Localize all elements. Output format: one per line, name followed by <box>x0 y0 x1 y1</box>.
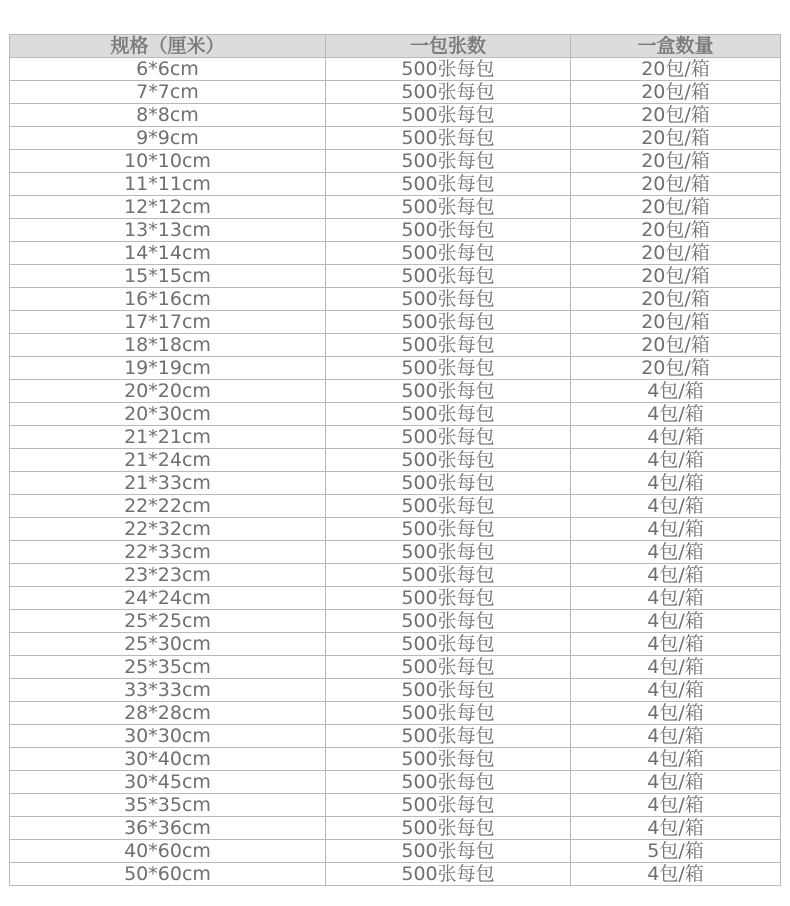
cell-packs-per-box: 20包/箱 <box>571 357 781 380</box>
cell-packs-per-box: 4包/箱 <box>571 380 781 403</box>
cell-sheets-per-pack: 500张每包 <box>326 104 571 127</box>
cell-sheets-per-pack: 500张每包 <box>326 81 571 104</box>
cell-sheets-per-pack: 500张每包 <box>326 748 571 771</box>
cell-packs-per-box: 4包/箱 <box>571 794 781 817</box>
spec-table <box>9 34 781 886</box>
cell-sheets-per-pack: 500张每包 <box>326 127 571 150</box>
cell-packs-per-box: 4包/箱 <box>571 702 781 725</box>
cell-packs-per-box: 20包/箱 <box>571 104 781 127</box>
table-row <box>10 817 781 840</box>
cell-size: 6*6cm <box>10 58 326 81</box>
cell-size: 15*15cm <box>10 265 326 288</box>
table-row <box>10 311 781 334</box>
cell-sheets-per-pack: 500张每包 <box>326 311 571 334</box>
cell-size: 36*36cm <box>10 817 326 840</box>
table-row <box>10 81 781 104</box>
cell-size: 11*11cm <box>10 173 326 196</box>
table-row <box>10 449 781 472</box>
cell-sheets-per-pack: 500张每包 <box>326 426 571 449</box>
table-row <box>10 472 781 495</box>
cell-sheets-per-pack: 500张每包 <box>326 495 571 518</box>
cell-sheets-per-pack: 500张每包 <box>326 817 571 840</box>
cell-packs-per-box: 20包/箱 <box>571 127 781 150</box>
table-row <box>10 265 781 288</box>
header-row <box>10 35 781 58</box>
table-row <box>10 725 781 748</box>
cell-packs-per-box: 20包/箱 <box>571 58 781 81</box>
cell-size: 40*60cm <box>10 840 326 863</box>
cell-sheets-per-pack: 500张每包 <box>326 633 571 656</box>
cell-packs-per-box: 4包/箱 <box>571 587 781 610</box>
cell-packs-per-box: 20包/箱 <box>571 196 781 219</box>
cell-size: 50*60cm <box>10 863 326 886</box>
table-row <box>10 840 781 863</box>
cell-sheets-per-pack: 500张每包 <box>326 265 571 288</box>
table-row <box>10 403 781 426</box>
cell-packs-per-box: 4包/箱 <box>571 633 781 656</box>
table-header <box>10 35 781 58</box>
cell-sheets-per-pack: 500张每包 <box>326 610 571 633</box>
table-row <box>10 426 781 449</box>
header-packs-per-box: 一盒数量 <box>571 35 781 58</box>
cell-sheets-per-pack: 500张每包 <box>326 587 571 610</box>
cell-size: 33*33cm <box>10 679 326 702</box>
table-row <box>10 863 781 886</box>
cell-size: 21*33cm <box>10 472 326 495</box>
table-row <box>10 541 781 564</box>
cell-sheets-per-pack: 500张每包 <box>326 173 571 196</box>
table-row <box>10 219 781 242</box>
cell-size: 30*45cm <box>10 771 326 794</box>
cell-sheets-per-pack: 500张每包 <box>326 679 571 702</box>
cell-packs-per-box: 4包/箱 <box>571 449 781 472</box>
cell-size: 24*24cm <box>10 587 326 610</box>
cell-size: 25*25cm <box>10 610 326 633</box>
cell-packs-per-box: 20包/箱 <box>571 150 781 173</box>
cell-sheets-per-pack: 500张每包 <box>326 863 571 886</box>
cell-packs-per-box: 20包/箱 <box>571 81 781 104</box>
cell-size: 8*8cm <box>10 104 326 127</box>
cell-sheets-per-pack: 500张每包 <box>326 242 571 265</box>
cell-packs-per-box: 4包/箱 <box>571 541 781 564</box>
cell-packs-per-box: 4包/箱 <box>571 748 781 771</box>
table-row <box>10 495 781 518</box>
table-row <box>10 150 781 173</box>
table-row <box>10 242 781 265</box>
cell-sheets-per-pack: 500张每包 <box>326 518 571 541</box>
cell-size: 12*12cm <box>10 196 326 219</box>
cell-size: 17*17cm <box>10 311 326 334</box>
cell-sheets-per-pack: 500张每包 <box>326 58 571 81</box>
cell-packs-per-box: 5包/箱 <box>571 840 781 863</box>
cell-size: 19*19cm <box>10 357 326 380</box>
cell-sheets-per-pack: 500张每包 <box>326 840 571 863</box>
cell-size: 14*14cm <box>10 242 326 265</box>
cell-size: 30*30cm <box>10 725 326 748</box>
cell-packs-per-box: 20包/箱 <box>571 219 781 242</box>
cell-size: 9*9cm <box>10 127 326 150</box>
table-row <box>10 794 781 817</box>
cell-size: 16*16cm <box>10 288 326 311</box>
table-row <box>10 656 781 679</box>
cell-packs-per-box: 20包/箱 <box>571 311 781 334</box>
cell-sheets-per-pack: 500张每包 <box>326 150 571 173</box>
cell-sheets-per-pack: 500张每包 <box>326 196 571 219</box>
cell-size: 18*18cm <box>10 334 326 357</box>
cell-packs-per-box: 4包/箱 <box>571 725 781 748</box>
cell-size: 20*30cm <box>10 403 326 426</box>
table-row <box>10 564 781 587</box>
cell-sheets-per-pack: 500张每包 <box>326 380 571 403</box>
cell-size: 30*40cm <box>10 748 326 771</box>
cell-packs-per-box: 4包/箱 <box>571 426 781 449</box>
cell-packs-per-box: 4包/箱 <box>571 610 781 633</box>
cell-sheets-per-pack: 500张每包 <box>326 403 571 426</box>
cell-size: 22*22cm <box>10 495 326 518</box>
cell-sheets-per-pack: 500张每包 <box>326 564 571 587</box>
cell-packs-per-box: 4包/箱 <box>571 564 781 587</box>
table-row <box>10 702 781 725</box>
table-row <box>10 518 781 541</box>
cell-sheets-per-pack: 500张每包 <box>326 219 571 242</box>
cell-packs-per-box: 20包/箱 <box>571 334 781 357</box>
cell-packs-per-box: 4包/箱 <box>571 679 781 702</box>
table-row <box>10 357 781 380</box>
cell-sheets-per-pack: 500张每包 <box>326 449 571 472</box>
table-row <box>10 679 781 702</box>
cell-packs-per-box: 20包/箱 <box>571 173 781 196</box>
table-row <box>10 127 781 150</box>
cell-packs-per-box: 4包/箱 <box>571 518 781 541</box>
cell-size: 23*23cm <box>10 564 326 587</box>
cell-size: 28*28cm <box>10 702 326 725</box>
cell-sheets-per-pack: 500张每包 <box>326 472 571 495</box>
cell-packs-per-box: 4包/箱 <box>571 472 781 495</box>
table-row <box>10 334 781 357</box>
table-row <box>10 104 781 127</box>
cell-packs-per-box: 4包/箱 <box>571 495 781 518</box>
cell-packs-per-box: 4包/箱 <box>571 403 781 426</box>
cell-packs-per-box: 4包/箱 <box>571 771 781 794</box>
table-row <box>10 380 781 403</box>
cell-packs-per-box: 4包/箱 <box>571 656 781 679</box>
cell-size: 22*32cm <box>10 518 326 541</box>
cell-packs-per-box: 20包/箱 <box>571 288 781 311</box>
cell-size: 7*7cm <box>10 81 326 104</box>
cell-sheets-per-pack: 500张每包 <box>326 771 571 794</box>
table-row <box>10 196 781 219</box>
table-row <box>10 58 781 81</box>
table-row <box>10 633 781 656</box>
table-body <box>10 58 781 886</box>
table-row <box>10 771 781 794</box>
cell-size: 21*24cm <box>10 449 326 472</box>
cell-packs-per-box: 20包/箱 <box>571 265 781 288</box>
cell-sheets-per-pack: 500张每包 <box>326 725 571 748</box>
table-row <box>10 748 781 771</box>
cell-sheets-per-pack: 500张每包 <box>326 357 571 380</box>
header-sheets-per-pack: 一包张数 <box>326 35 571 58</box>
cell-size: 10*10cm <box>10 150 326 173</box>
cell-sheets-per-pack: 500张每包 <box>326 656 571 679</box>
cell-size: 25*30cm <box>10 633 326 656</box>
header-size: 规格（厘米） <box>10 35 326 58</box>
cell-sheets-per-pack: 500张每包 <box>326 288 571 311</box>
cell-sheets-per-pack: 500张每包 <box>326 794 571 817</box>
cell-size: 35*35cm <box>10 794 326 817</box>
table-row <box>10 610 781 633</box>
cell-size: 22*33cm <box>10 541 326 564</box>
cell-size: 21*21cm <box>10 426 326 449</box>
cell-sheets-per-pack: 500张每包 <box>326 702 571 725</box>
cell-size: 25*35cm <box>10 656 326 679</box>
cell-size: 20*20cm <box>10 380 326 403</box>
cell-sheets-per-pack: 500张每包 <box>326 334 571 357</box>
cell-packs-per-box: 4包/箱 <box>571 863 781 886</box>
cell-packs-per-box: 20包/箱 <box>571 242 781 265</box>
table-row <box>10 288 781 311</box>
cell-size: 13*13cm <box>10 219 326 242</box>
table-row <box>10 173 781 196</box>
table-row <box>10 587 781 610</box>
cell-sheets-per-pack: 500张每包 <box>326 541 571 564</box>
cell-packs-per-box: 4包/箱 <box>571 817 781 840</box>
